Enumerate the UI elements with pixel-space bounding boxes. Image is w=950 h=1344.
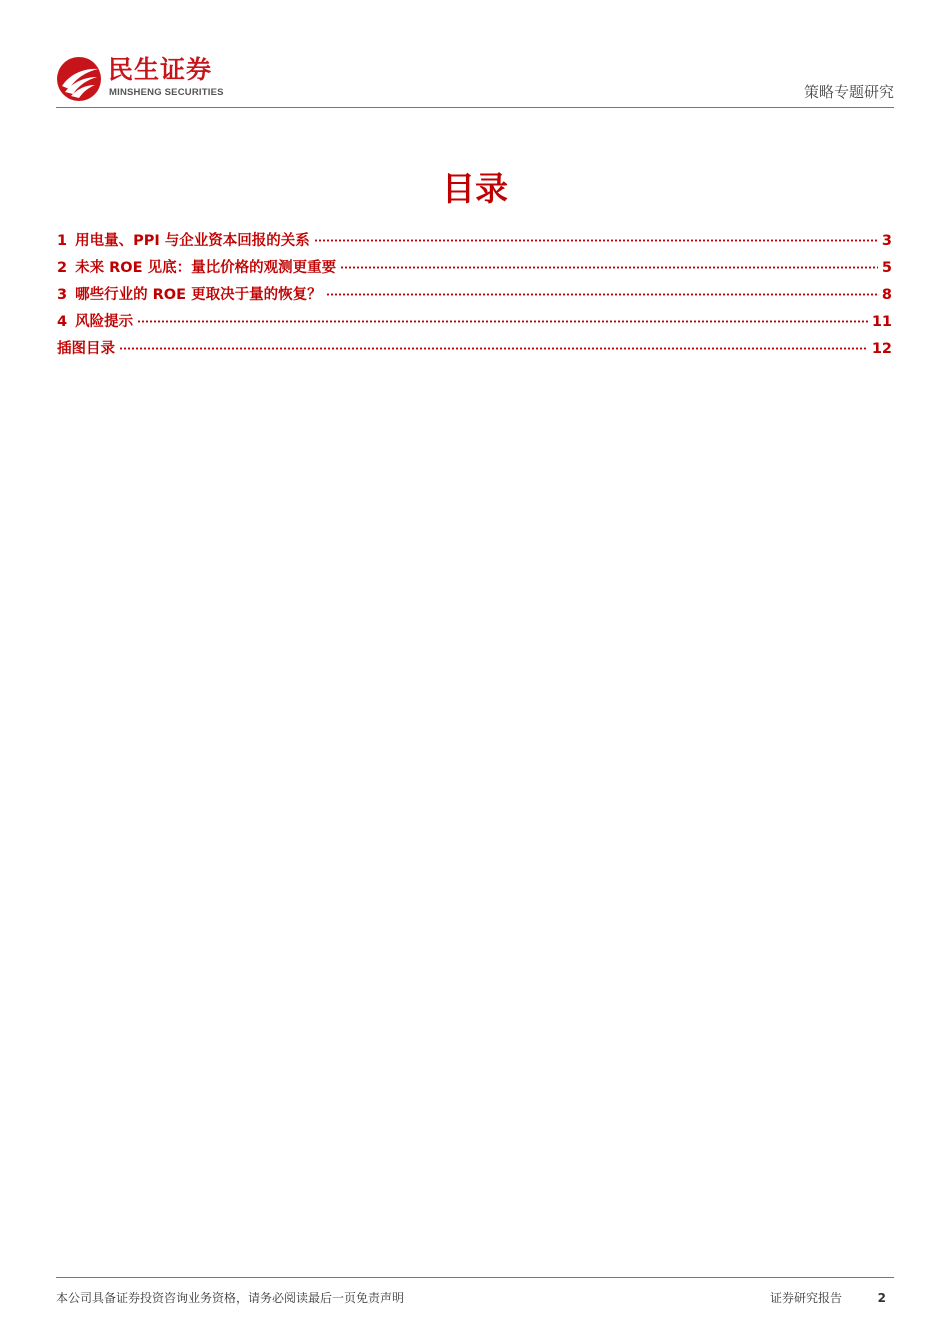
toc-dot-leader xyxy=(340,266,878,269)
toc-entry-text: 哪些行业的 ROE 更取决于量的恢复？ xyxy=(75,287,322,303)
header-divider xyxy=(56,107,894,108)
toc-entry-text: 插图目录 xyxy=(57,341,115,357)
toc-entry-page: 8 xyxy=(881,287,892,303)
toc-entry-number: 4 xyxy=(57,314,68,330)
toc-entry-page: 3 xyxy=(881,233,892,249)
table-of-contents xyxy=(57,230,892,365)
toc-dot-leader xyxy=(119,347,868,350)
toc-entry[interactable] xyxy=(57,284,892,311)
toc-entry-page: 11 xyxy=(871,314,892,330)
toc-entry-number: 3 xyxy=(57,287,68,303)
toc-entry[interactable] xyxy=(57,257,892,284)
toc-dot-leader xyxy=(326,293,878,296)
toc-entry-number: 2 xyxy=(57,260,68,276)
toc-entry[interactable] xyxy=(57,230,892,257)
footer-report-label: 证券研究报告 xyxy=(769,1291,842,1305)
toc-entry-text: 未来 ROE 见底：量比价格的观测更重要 xyxy=(75,260,337,276)
page-number: 2 xyxy=(877,1291,886,1305)
toc-dot-leader xyxy=(137,320,868,323)
footer-divider xyxy=(56,1277,894,1278)
report-type-label: 策略专题研究 xyxy=(803,83,894,101)
minsheng-logo xyxy=(56,54,236,104)
toc-entry-text: 用电量、PPI 与企业资本回报的关系 xyxy=(75,233,310,249)
logo-text-en: MINSHENG SECURITIES xyxy=(109,87,224,98)
page-header xyxy=(56,52,894,108)
minsheng-logo-icon xyxy=(56,56,102,102)
toc-entry-page: 12 xyxy=(871,341,892,357)
toc-entry[interactable] xyxy=(57,311,892,338)
toc-entry-page: 5 xyxy=(881,260,892,276)
toc-title: 目录 xyxy=(442,169,508,208)
toc-dot-leader xyxy=(314,239,878,242)
toc-entry[interactable] xyxy=(57,338,892,365)
toc-entry-text: 风险提示 xyxy=(75,314,134,330)
logo-text-cn: 民生证券 xyxy=(108,55,213,84)
toc-entry-number: 1 xyxy=(57,233,68,249)
footer-disclaimer: 本公司具备证券投资咨询业务资格，请务必阅读最后一页免责声明 xyxy=(56,1291,405,1305)
